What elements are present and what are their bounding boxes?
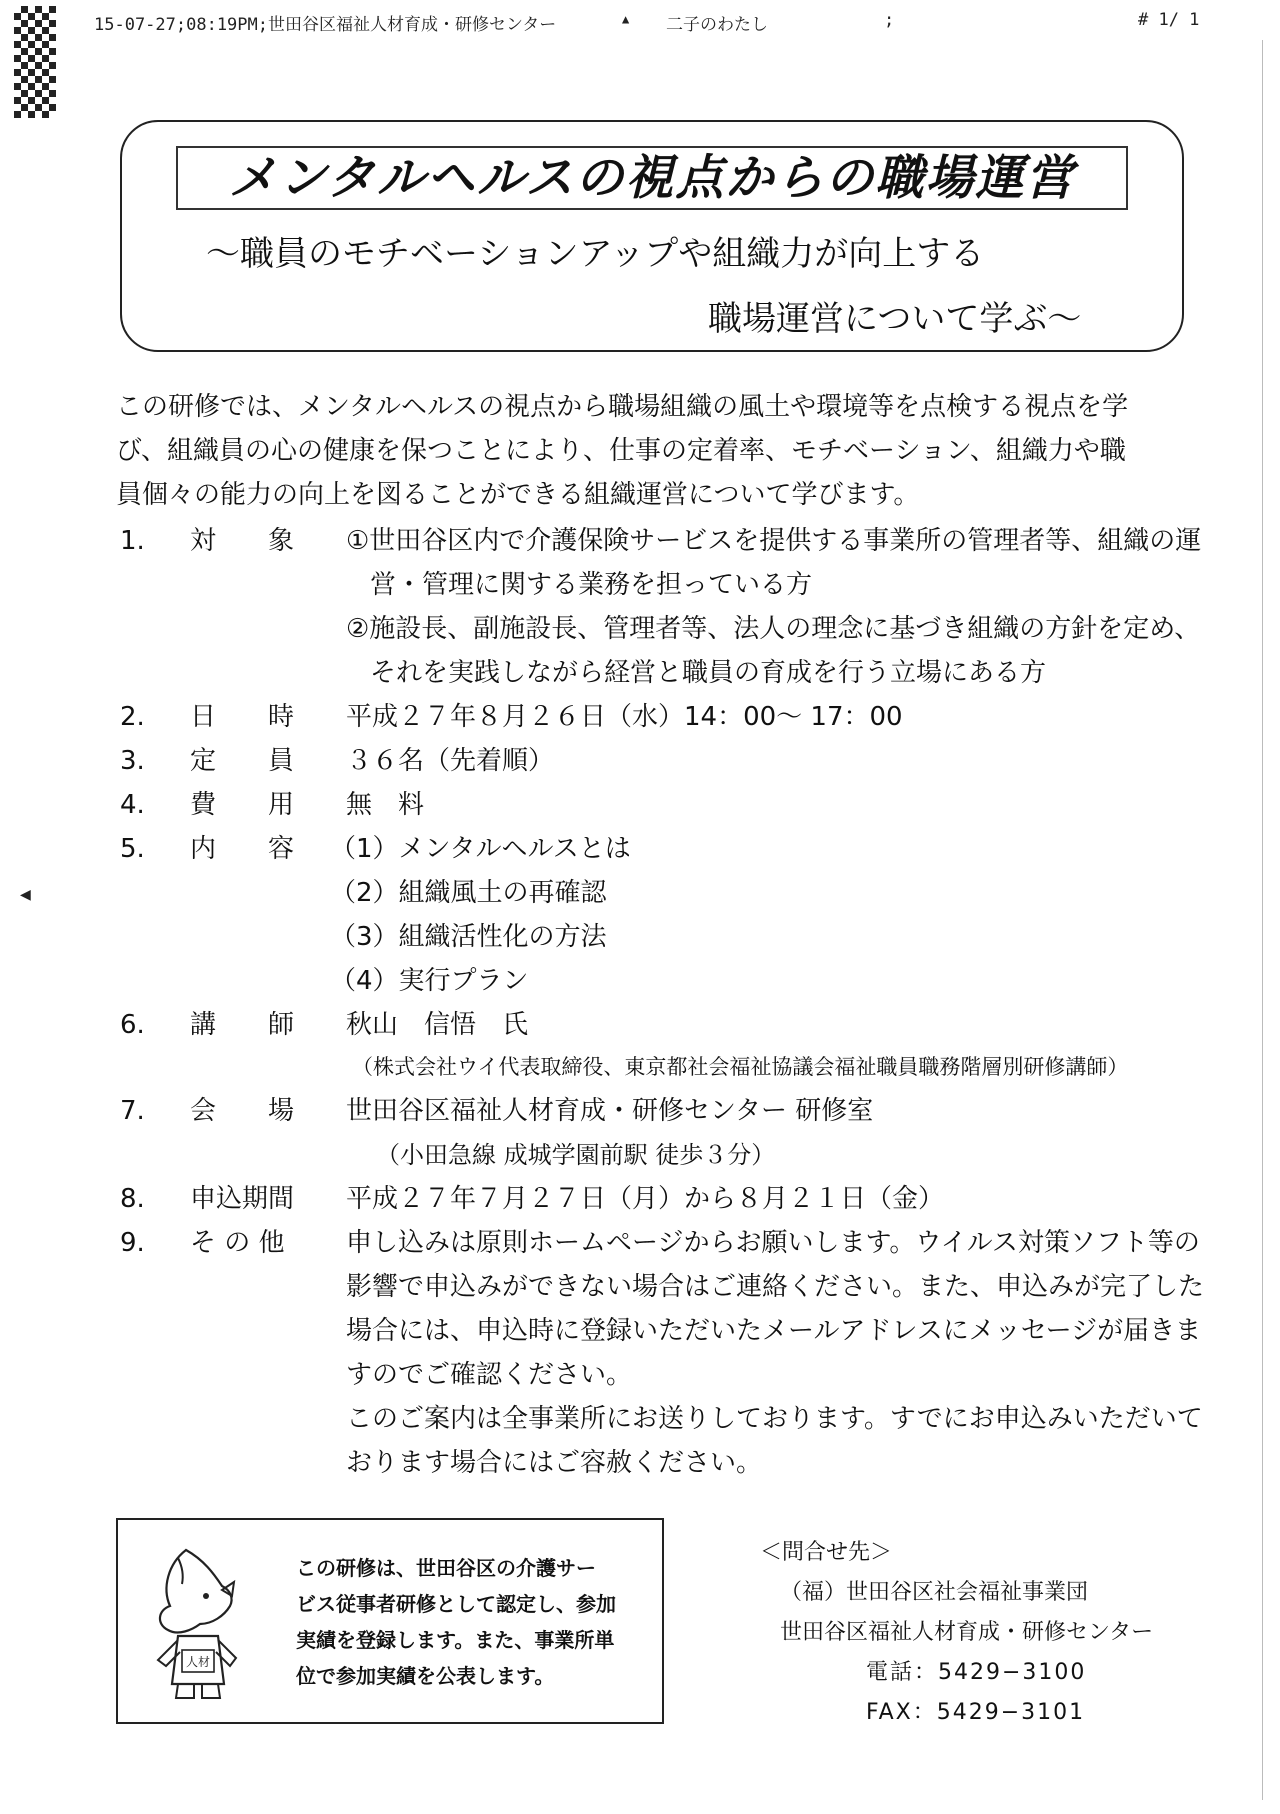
target-line: それを実践しながら経営と職員の育成を行う立場にある方	[370, 658, 1047, 688]
item-number: 7.	[120, 1096, 145, 1126]
other-line: このご案内は全事業所にお送りしております。すでにお申込みいただいて	[346, 1404, 1203, 1434]
intro-line: び、組織員の心の健康を保つことにより、仕事の定着率、モチベーション、組織力や職	[116, 436, 1126, 466]
contact-center: 世田谷区福祉人材育成・研修センター	[780, 1620, 1154, 1645]
target-line: ①世田谷区内で介護保険サービスを提供する事業所の管理者等、組織の運	[346, 526, 1202, 556]
notice-line: 位で参加実績を公表します。	[296, 1664, 555, 1688]
item-number: 1.	[120, 526, 145, 556]
side-arrow-mark: ◀	[20, 887, 31, 903]
notice-line: 実績を登録します。また、事業所単	[296, 1628, 615, 1652]
other-line: 申し込みは原則ホームページからお願いします。ウイルス対策ソフト等の	[346, 1228, 1200, 1258]
item-label-datetime: 日 時	[190, 702, 295, 732]
contact-heading: ＜問合せ先＞	[760, 1540, 893, 1565]
other-line: 場合には、申込時に登録いただいたメールアドレスにメッセージが届きま	[346, 1316, 1202, 1346]
target-line: ②施設長、副施設長、管理者等、法人の理念に基づき組織の方針を定め、	[346, 614, 1201, 644]
subtitle-line-2: 職場運営について学ぶ～	[708, 299, 1082, 339]
content-line: （2）組織風土の再確認	[330, 878, 607, 908]
venue-note: （小田急線 成城学園前駅 徒歩３分）	[376, 1141, 776, 1169]
lecturer-name: 秋山 信悟 氏	[346, 1010, 529, 1040]
item-label-other: そ の 他	[190, 1228, 285, 1258]
fax-header-sender: 15-07-27;08:19PM;世田谷区福祉人材育成・研修センター	[94, 15, 557, 35]
item-number: 4.	[120, 790, 145, 820]
notice-line: ビス従事者研修として認定し、参加	[296, 1592, 616, 1616]
fax-header-separator: ;	[884, 10, 895, 30]
venue-value: 世田谷区福祉人材育成・研修センター 研修室	[346, 1096, 874, 1126]
item-number: 5.	[120, 834, 145, 864]
main-title: メンタルヘルスの視点からの職場運営	[176, 146, 1128, 210]
item-number: 3.	[120, 746, 145, 776]
datetime-value: 平成２７年８月２６日（水）14：00～ 17：00	[346, 702, 903, 732]
notice-text	[296, 1550, 656, 1694]
item-label-lecturer: 講 師	[190, 1010, 295, 1040]
intro-line: 員個々の能力の向上を図ることができる組織運営について学びます。	[116, 480, 920, 510]
item-number: 2.	[120, 702, 145, 732]
item-number: 6.	[120, 1010, 145, 1040]
lecturer-note: （株式会社ウイ代表取締役、東京都社会福祉協議会福祉職員職務階層別研修講師）	[352, 1055, 1129, 1079]
item-number: 8.	[120, 1184, 145, 1214]
content-line: （1）メンタルヘルスとは	[330, 834, 631, 864]
capacity-value: ３６名（先着順）	[346, 746, 555, 776]
fax-header-arrow: ▲	[622, 12, 630, 26]
content-line: （3）組織活性化の方法	[330, 922, 607, 952]
contact-phone: 電話：5429−3100	[866, 1660, 1087, 1685]
contact-org: （福）世田谷区社会福祉事業団	[780, 1580, 1089, 1605]
item-number: 9.	[120, 1228, 145, 1258]
item-label-content: 内 容	[190, 834, 295, 864]
item-label-venue: 会 場	[190, 1096, 295, 1126]
mascot-illustration	[148, 1544, 248, 1704]
other-line: 影響で申込みができない場合はご連絡ください。また、申込みが完了した	[346, 1272, 1205, 1302]
item-label-capacity: 定 員	[190, 746, 295, 776]
intro-line: この研修では、メンタルヘルスの視点から職場組織の風土や環境等を点検する視点を学	[116, 392, 1129, 422]
notice-line: この研修は、世田谷区の介護サー	[296, 1556, 596, 1580]
item-label-period: 申込期間	[190, 1184, 295, 1214]
period-value: 平成２７年７月２７日（月）から８月２１日（金）	[346, 1184, 945, 1214]
other-line: おります場合にはご容赦ください。	[346, 1448, 763, 1478]
fee-value: 無 料	[346, 790, 425, 820]
target-line: 営・管理に関する業務を担っている方	[370, 570, 813, 600]
other-line: すのでご確認ください。	[346, 1360, 633, 1390]
subtitle-line-1: ～職員のモチベーションアップや組織力が向上する	[206, 234, 985, 274]
content-line: （4）実行プラン	[330, 966, 529, 996]
item-label-fee: 費 用	[190, 790, 295, 820]
mascot-badge-label: 人材	[185, 1655, 211, 1669]
fax-header-recipient: 二子のわたし	[666, 15, 768, 35]
fax-header-page: # 1/ 1	[1138, 10, 1200, 30]
contact-fax: FAX：5429−3101	[866, 1700, 1086, 1725]
notice-box	[116, 1518, 664, 1724]
item-label-target: 対 象	[190, 526, 295, 556]
